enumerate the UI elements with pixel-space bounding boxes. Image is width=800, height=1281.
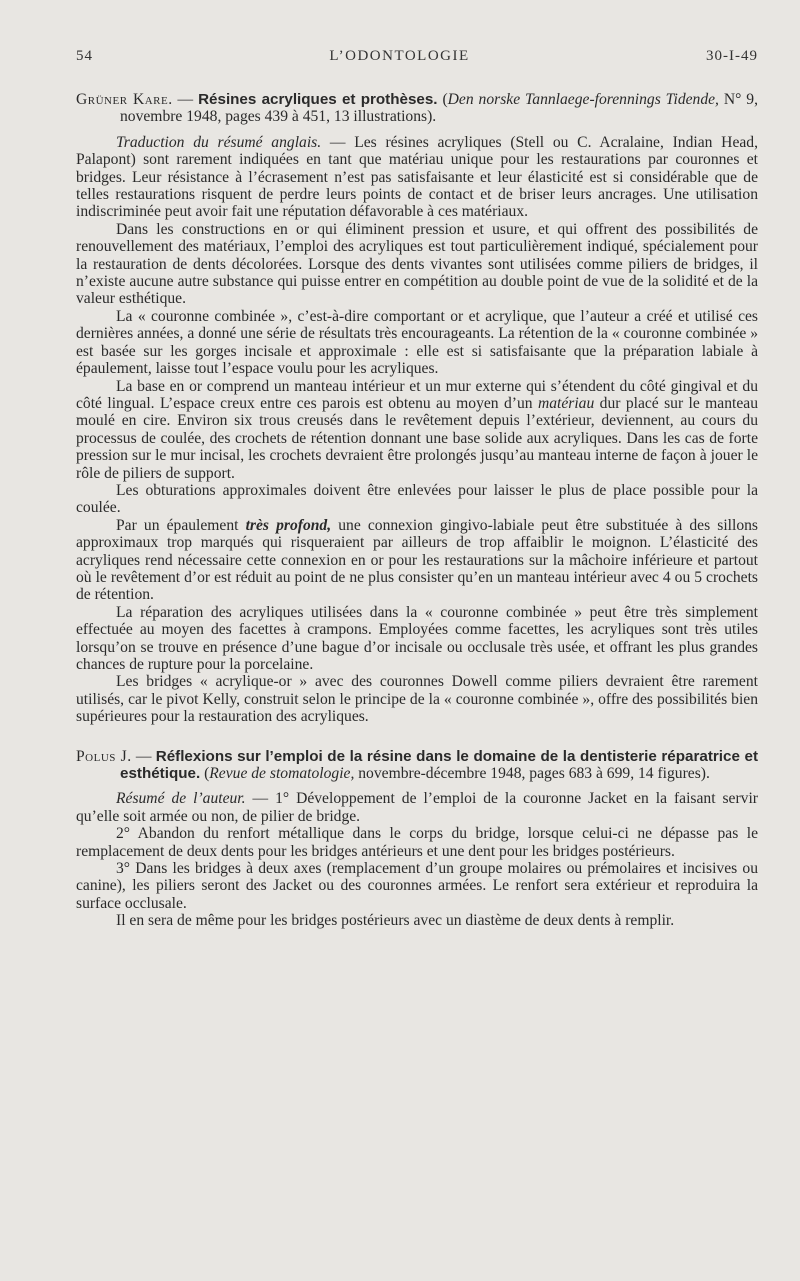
paragraph-text: une connexion gingivo-labiale peut être substituée à des sillons approximaux trop marqués qui risqueraient par ailleurs de trop affaiblir le moignon. L’élasticité des acryliques rend nécessaire cette connexion en or pour les restaurations sur la mâchoire inférieure et partout où le revêtement d’or est réduit au point de ne plus consister qu’en un manteau intérieur avec 4 ou 5 crochets de rétention. [76,516,759,604]
dash: — [172,91,199,108]
paragraph [76,790,758,825]
article-title: Résines acryliques et prothèses. [198,91,438,108]
paragraph: La « couronne combinée », c’est-à-dire comportant or et acrylique, que l’auteur a créé et utilisé ces dernières années, a donné une série de résultats très encourageants. La rétention de la « couronne combinée » est basée sur les gorges incisale et approximale : elle est si satisfaisante que la préparation labiale à épaulement, laisse tout l’espace voulu pour les acryliques. [76,307,758,378]
paragraph-text: — Les résines acryliques (Stell ou C. Acralaine, Indian Head, Palapont) sont rarement indiquées en tant que matériau unique pour les restaurations par couronnes et bridges. Leur résistance à l’écrasement n’est pas satisfaisante et leur élasticité est si considérable que de telles restaurations risquent de perdre leurs points de contact et de briser leurs ancrages. Une utilisation indiscriminée peut avoir fait une réputation défavorable à ces matériaux. [76,133,758,221]
paragraph [76,517,758,604]
paragraph: La réparation des acryliques utilisées dans la « couronne combinée » peut être très simplement effectuée au moyen des facettes à crampons. Employées comme facettes, les acryliques sont très utiles lorsqu’on se trouve en présence d’une bague d’or incisale ou occlusale très usée, et offrant les plus grandes chances de rupture pour la porcelaine. [76,603,758,673]
issue-date: 30-I-49 [705,48,758,64]
paragraph [76,134,758,221]
citation [76,748,758,783]
paragraph-text: Par un épaulement [116,516,246,534]
journal-title: L’ODONTOLOGIE [329,48,470,64]
citation-open: ( [200,765,210,783]
paragraph: 2° Abandon du renfort métallique dans le corps du bridge, lorsque celui-ci ne dépasse pas le remplacement de deux dents pour les bridges antérieurs et une dent pour les bridges postérieurs. [76,825,758,860]
citation [76,91,758,126]
paragraph [76,378,758,482]
source-journal: Den norske Tannlaege-forennings Tidende, [447,91,719,108]
emphasis-text: très profond, [245,516,332,534]
source-journal: Revue de stomatologie, [209,765,355,783]
page-number: 54 [76,48,93,64]
article-title: Réflexions sur l’emploi de la résine dans le domaine de la dentisterie réparatrice et esthétique. [120,747,758,783]
citation-details: N° 9, novembre 1948, pages 439 à 451, 13 illustrations). [120,91,759,126]
paragraph: Il en sera de même pour les bridges postérieurs avec un diastème de deux dents à remplir. [116,912,675,930]
citation-details: novembre-décembre 1948, pages 683 à 699, 14 figures). [354,765,710,783]
author-name: Grüner Kare. [76,91,173,108]
author-name: Polus J. [76,747,132,765]
running-head [76,48,758,65]
paragraph: Les bridges « acrylique-or » avec des couronnes Dowell comme piliers devraient être rarement utilisés, car le pivot Kelly, construit selon le principe de la « couronne combinée », offre des possibilités bien supérieures pour la restauration des acryliques. [76,673,758,726]
citation-open: ( [437,91,448,108]
emphasis-text: matériau [537,394,595,412]
paragraph-text: dur placé sur le manteau moulé en cire. Environ six trous creusés dans le revêtement depuis l’extérieur, deviennent, au cours du processus de coulée, des crochets de rétention donnant une base solide aux acryliques. Dans les cas de forte pression sur le mur incisal, les crochets devraient être prolongés jusqu’au manteau interne de façon à jouer le rôle de piliers de support. [76,394,758,482]
paragraph: Les obturations approximales doivent être enlevées pour laisser le plus de place possible pour la coulée. [76,481,758,517]
paragraph: 3° Dans les bridges à deux axes (remplacement d’un groupe molaires ou prémolaires et incisives ou canine), les piliers seront des Jacket ou des couronnes armées. Le renfort sera extérieur et reproduira la surface occlusale. [76,860,758,912]
review-entry-polus [76,748,758,930]
paragraph-text: La base en or comprend un manteau intérieur et un mur externe qui s’étendent du côté gingival et du côté lingual. L’espace creux entre ces parois est obtenu au moyen d’un [76,377,758,412]
review-entry-gruner [76,91,758,726]
dash: — [131,747,156,765]
summary-label: Traduction du résumé anglais. [116,133,322,151]
paragraph: Dans les constructions en or qui éliminent pression et usure, et qui offrent des possibilités de renouvellement des matériaux, l’emploi des acryliques est tout particulièrement indiqué, spécialement pour la restauration de dents décolorées. Lorsque des dents vivantes sont utilisées comme piliers de bridges, il n’existe aucune autre substance qui puisse entrer en compétition au double point de vue de la solidité et de la valeur esthétique. [76,220,758,308]
summary-label: Résumé de l’auteur. [116,790,246,808]
paragraph-text: — 1° Développement de l’emploi de la couronne Jacket en la faisant servir qu’elle soit armée ou non, de pilier de bridge. [76,790,758,825]
